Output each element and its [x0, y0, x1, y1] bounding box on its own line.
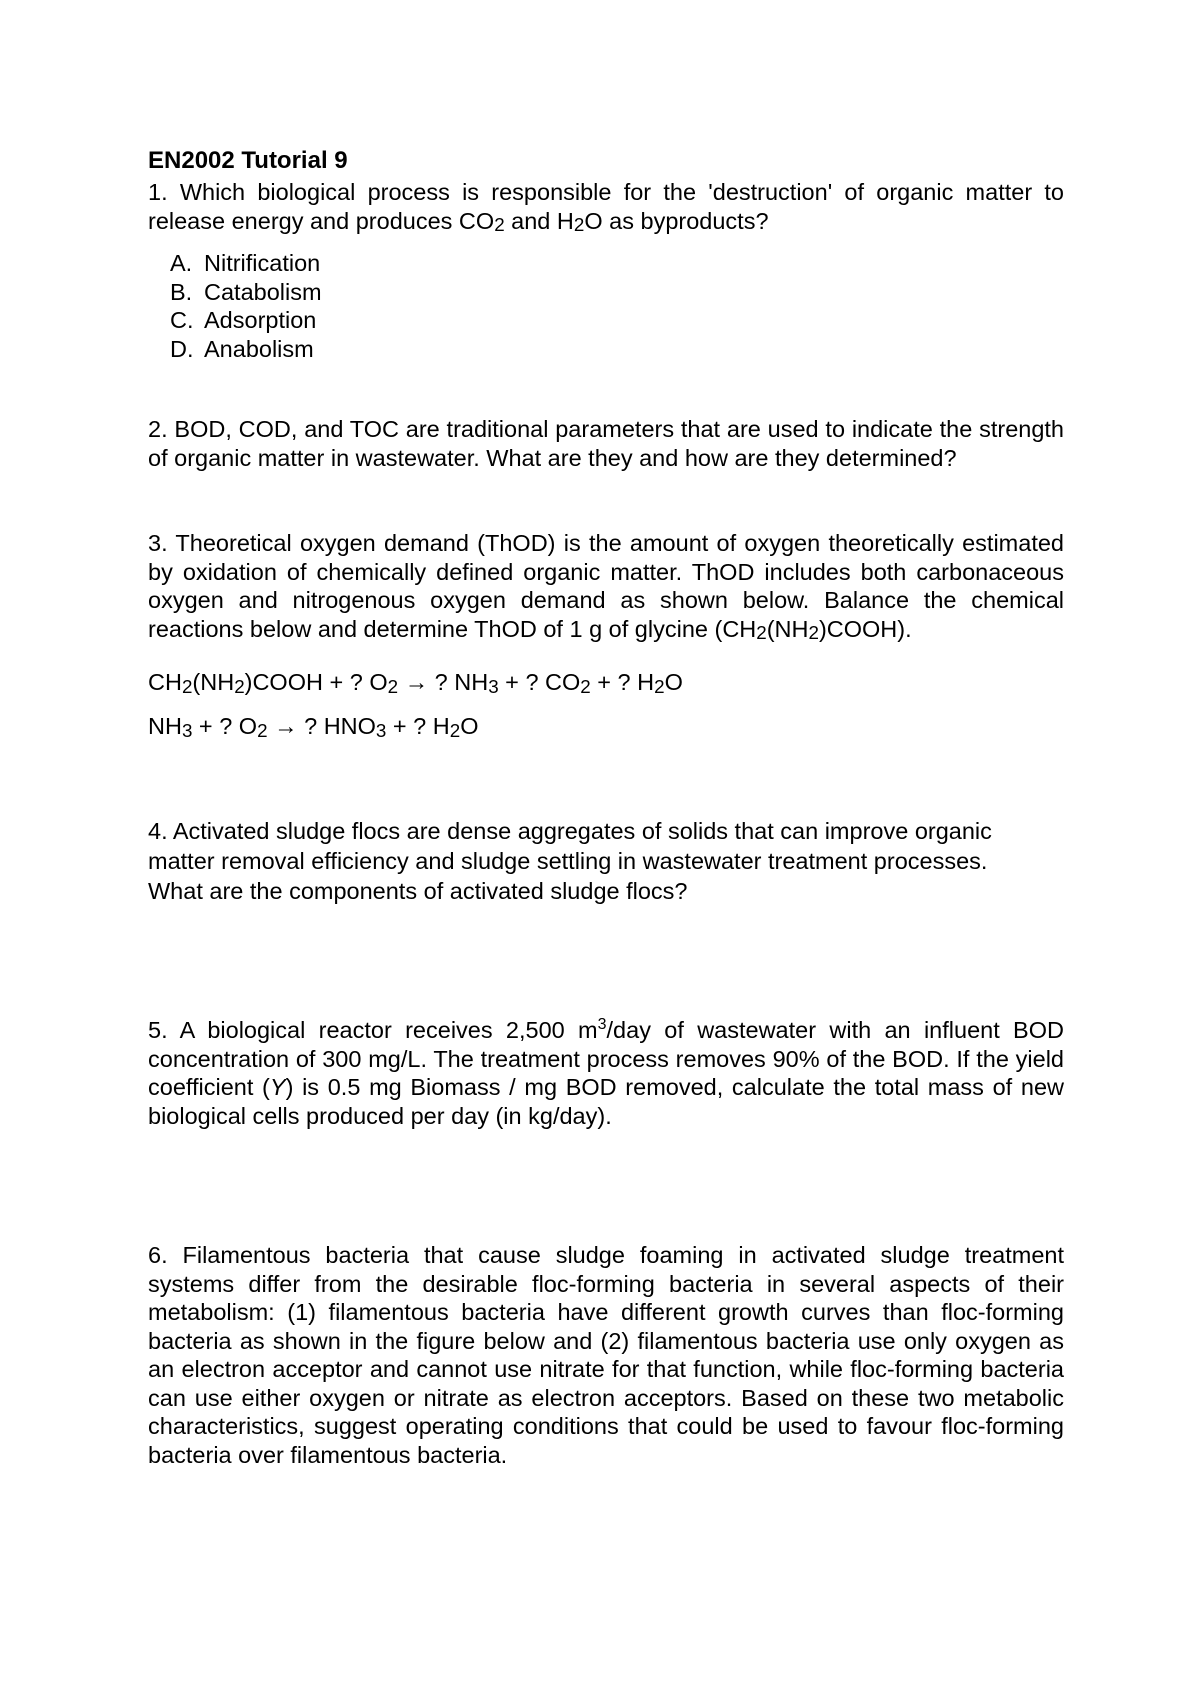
q3-text-part: (NH — [766, 615, 809, 642]
option-letter: D. — [170, 335, 194, 362]
question-1 — [148, 178, 1064, 235]
q5-superscript: 3 — [597, 1016, 607, 1034]
eq-part: O — [664, 669, 683, 695]
q1-subscript: 2 — [573, 214, 585, 236]
question-6: 6. Filamentous bacteria that cause sludge foaming in activated sludge treatment systems differ from the desirable floc-forming bacteria in several aspects of their metabolism: (1) filamentous bacteria have different growth curves than floc-forming bacteria as shown in the figure below and (2) filamentous bacteria use only oxygen as an electron acceptor and cannot use nitrate for that function, while floc-forming bacteria can use either oxygen or nitrate as electron acceptors. Based on these two metabolic characteristics, suggest operating conditions that could be used to favour floc-forming bacteria over filamentous bacteria. — [148, 1242, 1064, 1468]
question-4 — [148, 817, 1064, 907]
q3-text-part: )COOH). — [818, 615, 912, 642]
eq-part: (NH — [192, 669, 235, 695]
q5-text-part: /day of wastewater with an influent BOD concentration of 300 mg/L. The treatment process removes 90% of the BOD. If the yield coefficient ( — [148, 1017, 1064, 1100]
q1-option-c — [170, 306, 322, 335]
eq-sub: 3 — [375, 719, 387, 741]
q3-text-part: 3. Theoretical oxygen demand (ThOD) is the amount of oxygen theoretically estimated by oxidation of chemically defined organic matter. ThOD includes both carbonaceous oxygen and nitrogenous oxygen demand as shown below. Balance the chemical reactions below and determine ThOD of 1 g of glycine (CH — [148, 530, 1064, 642]
eq-part: + ? O — [192, 713, 258, 739]
q5-text-part: ) is 0.5 mg Biomass / mg BOD removed, calculate the total mass of new biological cells produced per day (in kg/day). — [148, 1074, 1064, 1129]
q3-subscript: 2 — [756, 622, 767, 644]
q1-text-part: 1. Which biological process is responsible for the 'destruction' of organic matter to release energy and produces CO — [148, 179, 1064, 234]
q4-line: matter removal efficiency and sludge settling in wastewater treatment processes. — [148, 848, 988, 874]
q1-options-list — [170, 249, 322, 363]
q5-italic-symbol: Y — [269, 1074, 286, 1100]
question-3 — [148, 529, 1064, 643]
option-letter: C. — [170, 307, 194, 333]
equation-ammonia-oxidation — [148, 712, 478, 741]
eq-sub: 2 — [449, 719, 461, 741]
eq-part: O — [460, 713, 479, 739]
eq-sub: 2 — [234, 675, 245, 697]
eq-part: + ? H — [386, 713, 450, 739]
q1-option-a — [170, 249, 322, 278]
q1-subscript: 2 — [494, 214, 505, 236]
eq-sub: 3 — [181, 719, 193, 741]
option-letter: B. — [170, 278, 193, 305]
page-title: EN2002 Tutorial 9 — [148, 147, 348, 174]
eq-sub: 2 — [387, 675, 399, 697]
eq-sub: 3 — [488, 675, 499, 697]
q1-option-b — [170, 278, 322, 307]
option-text: Catabolism — [204, 278, 322, 305]
option-text: Nitrification — [204, 250, 321, 276]
eq-part: )COOH + ? O — [244, 669, 388, 695]
q4-line: What are the components of activated sludge flocs? — [148, 878, 688, 904]
eq-part: CH — [148, 669, 182, 695]
eq-sub: 2 — [654, 675, 665, 697]
question-5 — [148, 1016, 1064, 1130]
q5-text-part: 5. A biological reactor receives 2,500 m — [148, 1017, 598, 1043]
eq-part: + ? H — [590, 669, 655, 695]
eq-part: → ? NH — [398, 669, 489, 695]
eq-part: + ? CO — [498, 669, 581, 695]
option-letter: A. — [170, 250, 193, 276]
q4-line: 4. Activated sludge flocs are dense aggregates of solids that can improve organic — [148, 818, 992, 844]
eq-part: → ? HNO — [267, 713, 376, 739]
q1-text-part: O as byproducts? — [584, 207, 769, 234]
q3-subscript: 2 — [808, 622, 819, 644]
option-text: Anabolism — [204, 335, 314, 362]
q1-option-d — [170, 335, 322, 364]
q1-text-part: and H — [504, 207, 574, 234]
eq-sub: 2 — [257, 719, 268, 741]
equation-glycine-oxidation — [148, 668, 683, 697]
eq-part: NH — [148, 713, 182, 739]
option-text: Adsorption — [204, 307, 317, 333]
eq-sub: 2 — [181, 675, 193, 697]
question-2: 2. BOD, COD, and TOC are traditional parameters that are used to indicate the strength of organic matter in wastewater. What are they and how are they determined? — [148, 416, 1064, 471]
eq-sub: 2 — [580, 675, 591, 697]
